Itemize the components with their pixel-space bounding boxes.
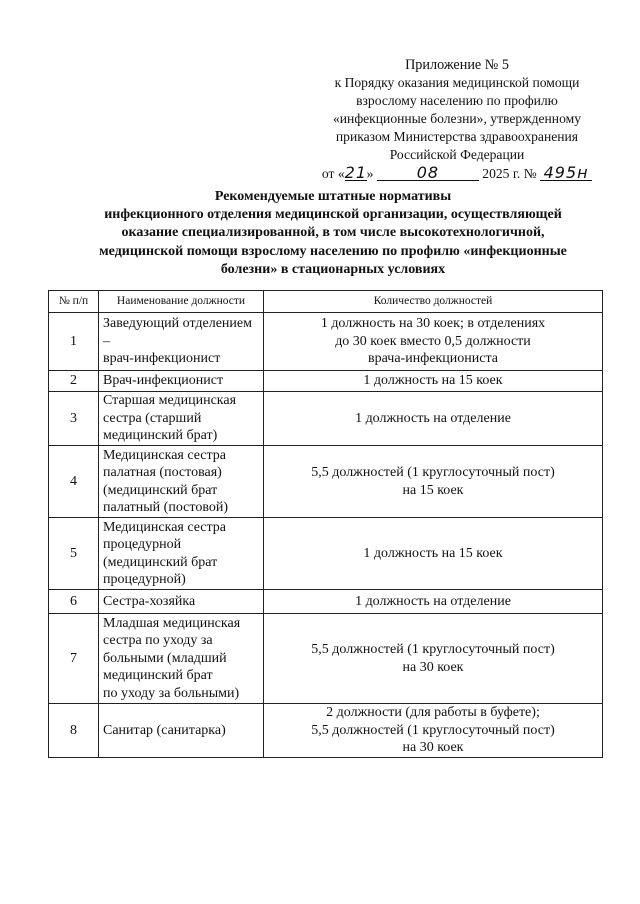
table-row [49, 704, 603, 758]
table-row [49, 518, 603, 590]
quantity-line: на 30 коек [402, 659, 464, 675]
annex-line: «инфекционные болезни», утвержденному [332, 111, 582, 126]
position-line: Медицинская сестра [103, 447, 227, 463]
table-row [49, 371, 603, 392]
table-header-row [49, 291, 603, 313]
position-line: палатная (постовая) [103, 465, 222, 480]
title-line: Рекомендуемые штатные нормативы [214, 189, 452, 204]
position-line: (медицинский брат [103, 554, 218, 570]
position-line: Сестра-хозяйка [103, 593, 196, 609]
table-row [49, 614, 603, 704]
quantity-line: до 30 коек вместо 0,5 должности [335, 333, 531, 349]
position-line: сестра по уходу за [103, 633, 213, 649]
row-number: 3 [49, 392, 99, 446]
position-cell [99, 614, 264, 704]
position-cell [99, 446, 264, 518]
quantity-cell [264, 446, 603, 518]
position-line: Медицинская сестра [103, 519, 227, 535]
position-line: сестра (старший [103, 410, 202, 426]
quantity-line: 1 должность на 15 коек [363, 373, 503, 389]
annex-line: взрослому населению по профилю [356, 93, 558, 108]
quantity-line: 5,5 должностей (1 круглосуточный пост) [311, 465, 555, 480]
quantity-cell [264, 313, 603, 371]
annex-line: приказом Министерства здравоохранения [335, 129, 579, 144]
quantity-line: 1 должность на 30 коек; в отделениях [320, 316, 546, 332]
table-row [49, 392, 603, 446]
position-line: (медицинский брат [103, 482, 218, 498]
position-line: Младшая медицинская [103, 615, 241, 631]
quantity-line: 1 должность на отделение [355, 593, 511, 609]
position-line: процедурной [103, 537, 182, 552]
header-quantity: Количество должностей [264, 291, 603, 313]
position-line: по уходу за больными) [103, 685, 240, 701]
row-number: 4 [49, 446, 99, 518]
position-cell [99, 518, 264, 590]
quantity-line: на 30 коек [402, 740, 464, 755]
quantity-line: 2 должности (для работы в буфете); [326, 705, 540, 720]
table-row [49, 590, 603, 614]
position-line: Заведующий отделением – [103, 316, 252, 349]
position-line: палатный (постовой) [103, 500, 228, 515]
quantity-line: 1 должность на 15 коек [363, 545, 503, 561]
position-line: Старшая медицинская [103, 393, 237, 409]
title-line: болезни» в стационарных условиях [220, 261, 446, 277]
title-line: оказание специализированной, в том числе высокотехнологичной, [121, 225, 545, 241]
quantity-cell [264, 392, 603, 446]
title-line: инфекционного отделения медицинской организации, осуществляющей [104, 207, 562, 223]
quantity-line: на 15 коек [402, 482, 464, 498]
table-row [49, 446, 603, 518]
quantity-cell [264, 614, 603, 704]
annex-line: к Порядку оказания медицинской помощи [334, 75, 580, 90]
date-mid: » [366, 166, 374, 181]
staffing-table [48, 290, 603, 758]
order-date-line [308, 165, 606, 183]
header-position: Наименование должности [99, 291, 264, 313]
quantity-cell [264, 518, 603, 590]
table-row [49, 313, 603, 371]
row-number: 8 [49, 704, 99, 758]
annex-header [308, 56, 606, 183]
row-number: 2 [49, 371, 99, 392]
title-line: медицинской помощи взрослому населению по профилю «инфекционные [99, 243, 567, 259]
position-cell [99, 392, 264, 446]
position-line: больными (младший [103, 650, 227, 666]
quantity-line: 5,5 должностей (1 круглосуточный пост) [311, 722, 555, 738]
quantity-cell [264, 371, 603, 392]
date-day-handwritten: 21 [344, 163, 368, 182]
row-number: 6 [49, 590, 99, 614]
row-number: 5 [49, 518, 99, 590]
quantity-cell [264, 590, 603, 614]
quantity-line: 1 должность на отделение [355, 410, 511, 426]
position-line: процедурной) [103, 572, 186, 587]
position-cell [99, 371, 264, 392]
document-title [60, 188, 606, 279]
annex-title: Приложение № 5 [405, 57, 509, 73]
quantity-line: 5,5 должностей (1 круглосуточный пост) [311, 642, 555, 657]
position-cell [99, 313, 264, 371]
position-line: медицинский брат) [103, 428, 218, 444]
order-number-handwritten: 495н [540, 165, 592, 181]
row-number: 7 [49, 614, 99, 704]
header-number: № п/п [49, 291, 99, 313]
annex-line: Российской Федерации [389, 147, 525, 162]
date-prefix: от « [321, 166, 345, 181]
position-cell [99, 704, 264, 758]
date-month-handwritten: 08 [377, 165, 479, 181]
position-line: Санитар (санитарка) [103, 722, 226, 738]
quantity-line: врача-инфекциониста [368, 351, 498, 367]
position-cell [99, 590, 264, 614]
position-line: медицинский брат [103, 668, 213, 684]
position-line: врач-инфекционист [103, 351, 221, 367]
quantity-cell [264, 704, 603, 758]
row-number: 1 [49, 313, 99, 371]
position-line: Врач-инфекционист [103, 373, 224, 389]
date-year: 2025 г. № [482, 166, 537, 181]
